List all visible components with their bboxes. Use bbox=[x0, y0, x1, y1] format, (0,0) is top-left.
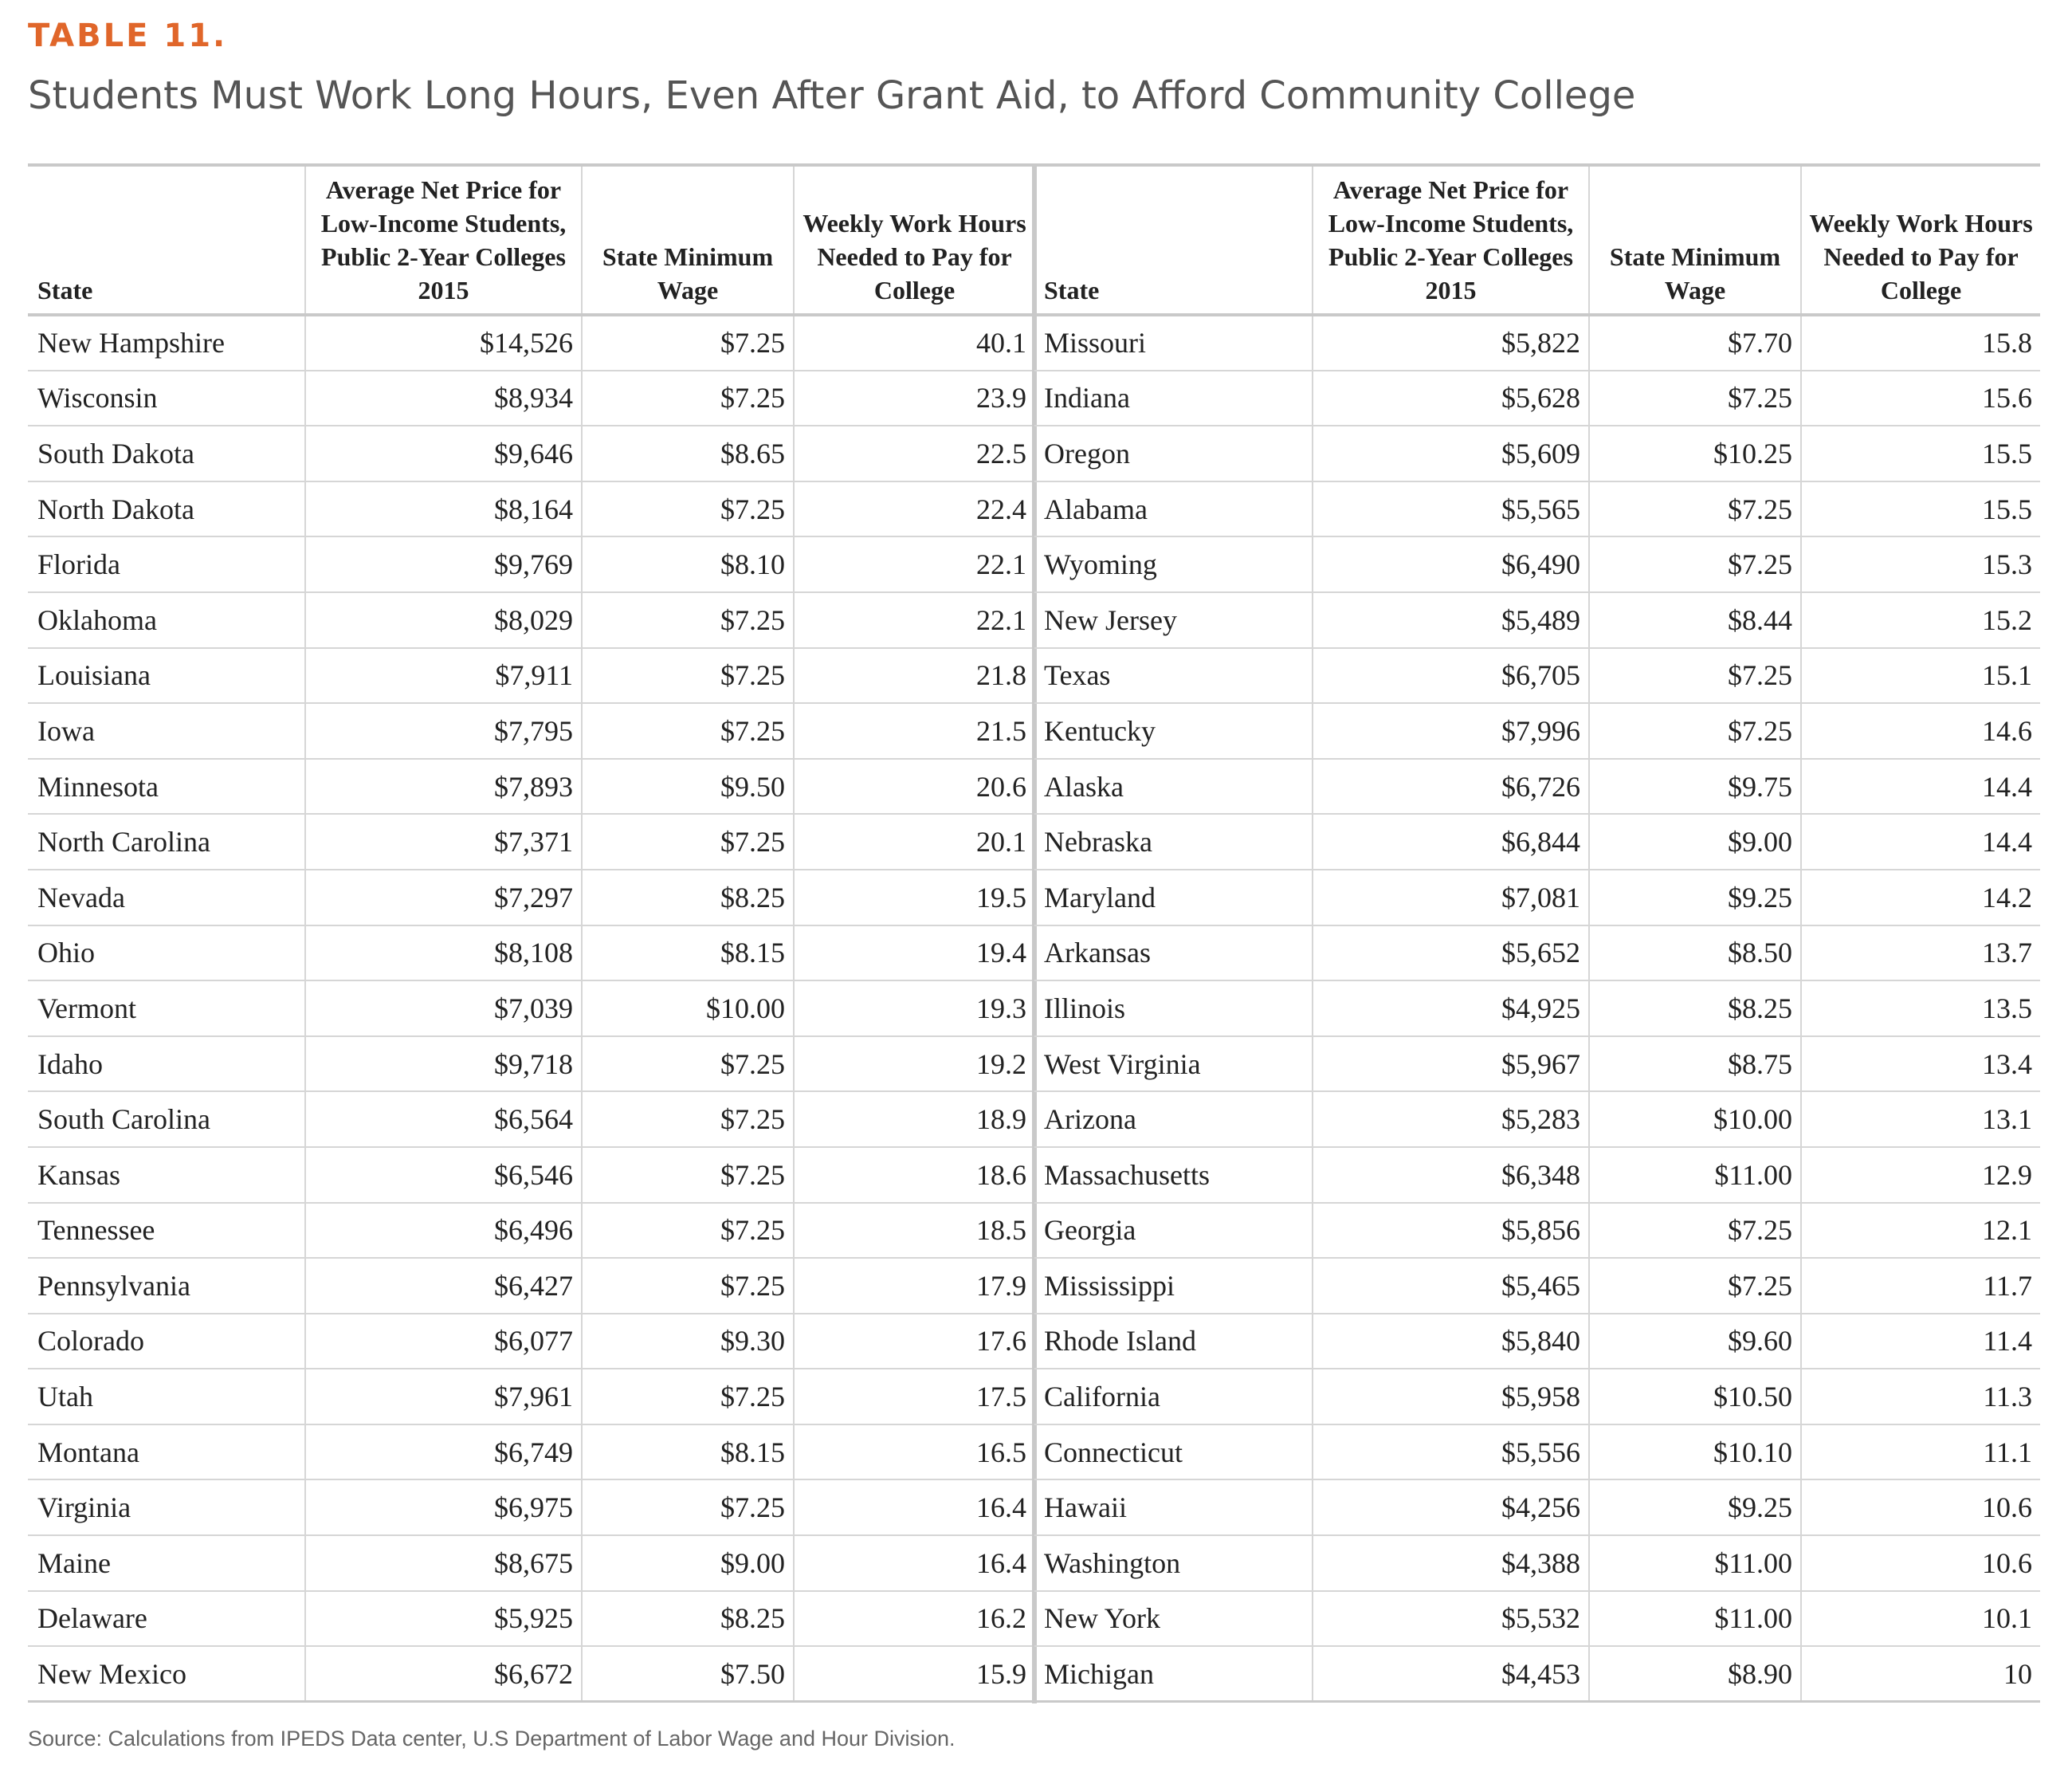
min-wage-cell: $9.60 bbox=[1589, 1314, 1801, 1369]
state-cell: Minnesota bbox=[28, 759, 305, 815]
table-row bbox=[1034, 1147, 2040, 1203]
net-price-cell: $7,961 bbox=[305, 1369, 582, 1424]
net-price-cell: $9,769 bbox=[305, 536, 582, 592]
net-price-cell: $6,749 bbox=[305, 1424, 582, 1480]
table-row bbox=[28, 1424, 1034, 1480]
hours-cell: 20.6 bbox=[794, 759, 1034, 815]
net-price-cell: $6,726 bbox=[1313, 759, 1589, 815]
net-price-cell: $8,029 bbox=[305, 592, 582, 648]
hours-cell: 15.3 bbox=[1801, 536, 2040, 592]
hours-cell: 22.4 bbox=[794, 481, 1034, 537]
header-row bbox=[28, 165, 1034, 315]
table-row bbox=[28, 759, 1034, 815]
hours-cell: 19.5 bbox=[794, 870, 1034, 925]
min-wage-cell: $7.25 bbox=[582, 1091, 794, 1147]
table-row bbox=[1034, 536, 2040, 592]
min-wage-cell: $8.25 bbox=[1589, 980, 1801, 1036]
min-wage-cell: $10.10 bbox=[1589, 1424, 1801, 1480]
net-price-cell: $5,532 bbox=[1313, 1591, 1589, 1647]
hours-cell: 20.1 bbox=[794, 814, 1034, 870]
net-price-cell: $7,039 bbox=[305, 980, 582, 1036]
hours-cell: 11.4 bbox=[1801, 1314, 2040, 1369]
hours-cell: 12.1 bbox=[1801, 1203, 2040, 1259]
table-row bbox=[1034, 925, 2040, 981]
min-wage-cell: $7.25 bbox=[582, 648, 794, 704]
min-wage-cell: $7.25 bbox=[582, 592, 794, 648]
hours-cell: 10.6 bbox=[1801, 1535, 2040, 1591]
min-wage-cell: $7.25 bbox=[1589, 1203, 1801, 1259]
table-row bbox=[1034, 1314, 2040, 1369]
table-row bbox=[28, 1479, 1034, 1535]
table-row bbox=[1034, 870, 2040, 925]
hours-cell: 14.2 bbox=[1801, 870, 2040, 925]
state-cell: Missouri bbox=[1034, 315, 1313, 371]
hours-cell: 10.1 bbox=[1801, 1591, 2040, 1647]
net-price-cell: $6,427 bbox=[305, 1258, 582, 1314]
header-row bbox=[1034, 165, 2040, 315]
hours-cell: 16.4 bbox=[794, 1479, 1034, 1535]
state-cell: Montana bbox=[28, 1424, 305, 1480]
column-header-state: State bbox=[1034, 165, 1313, 315]
min-wage-cell: $8.65 bbox=[582, 426, 794, 481]
state-cell: Kentucky bbox=[1034, 703, 1313, 759]
hours-cell: 13.1 bbox=[1801, 1091, 2040, 1147]
min-wage-cell: $11.00 bbox=[1589, 1147, 1801, 1203]
net-price-cell: $4,925 bbox=[1313, 980, 1589, 1036]
hours-cell: 15.8 bbox=[1801, 315, 2040, 371]
state-cell: South Carolina bbox=[28, 1091, 305, 1147]
table-number-label: TABLE 11. bbox=[28, 18, 228, 54]
state-cell: Connecticut bbox=[1034, 1424, 1313, 1480]
net-price-cell: $5,489 bbox=[1313, 592, 1589, 648]
min-wage-cell: $7.25 bbox=[582, 315, 794, 371]
hours-cell: 13.4 bbox=[1801, 1036, 2040, 1092]
net-price-cell: $8,164 bbox=[305, 481, 582, 537]
state-cell: Alabama bbox=[1034, 481, 1313, 537]
min-wage-cell: $10.00 bbox=[582, 980, 794, 1036]
hours-cell: 19.4 bbox=[794, 925, 1034, 981]
hours-cell: 21.5 bbox=[794, 703, 1034, 759]
column-header-state: State bbox=[28, 165, 305, 315]
table-row bbox=[1034, 814, 2040, 870]
min-wage-cell: $8.25 bbox=[582, 870, 794, 925]
table-row bbox=[1034, 1369, 2040, 1424]
table-row bbox=[28, 1147, 1034, 1203]
state-cell: Maine bbox=[28, 1535, 305, 1591]
table-row bbox=[28, 592, 1034, 648]
net-price-cell: $14,526 bbox=[305, 315, 582, 371]
min-wage-cell: $7.25 bbox=[582, 1369, 794, 1424]
table-row bbox=[1034, 1424, 2040, 1480]
table-row bbox=[28, 1036, 1034, 1092]
hours-cell: 15.5 bbox=[1801, 426, 2040, 481]
min-wage-cell: $7.25 bbox=[582, 1258, 794, 1314]
hours-cell: 13.7 bbox=[1801, 925, 2040, 981]
net-price-cell: $6,975 bbox=[305, 1479, 582, 1535]
min-wage-cell: $9.75 bbox=[1589, 759, 1801, 815]
min-wage-cell: $7.25 bbox=[1589, 371, 1801, 426]
column-header-min-wage: State Minimum Wage bbox=[1589, 165, 1801, 315]
state-cell: Virginia bbox=[28, 1479, 305, 1535]
min-wage-cell: $7.25 bbox=[582, 1147, 794, 1203]
table-row bbox=[1034, 315, 2040, 371]
min-wage-cell: $9.25 bbox=[1589, 870, 1801, 925]
net-price-cell: $6,844 bbox=[1313, 814, 1589, 870]
hours-cell: 11.1 bbox=[1801, 1424, 2040, 1480]
hours-cell: 16.4 bbox=[794, 1535, 1034, 1591]
min-wage-cell: $8.10 bbox=[582, 536, 794, 592]
state-cell: Ohio bbox=[28, 925, 305, 981]
hours-cell: 11.3 bbox=[1801, 1369, 2040, 1424]
net-price-cell: $6,490 bbox=[1313, 536, 1589, 592]
table-row bbox=[28, 648, 1034, 704]
min-wage-cell: $7.25 bbox=[582, 1203, 794, 1259]
min-wage-cell: $7.25 bbox=[582, 371, 794, 426]
column-header-net-price: Average Net Price for Low-Income Students, Public 2-Year Colleges 2015 bbox=[1313, 165, 1589, 315]
min-wage-cell: $8.50 bbox=[1589, 925, 1801, 981]
net-price-cell: $4,453 bbox=[1313, 1646, 1589, 1702]
column-header-min-wage: State Minimum Wage bbox=[582, 165, 794, 315]
state-cell: Idaho bbox=[28, 1036, 305, 1092]
hours-cell: 14.6 bbox=[1801, 703, 2040, 759]
table-row bbox=[28, 870, 1034, 925]
table-row bbox=[1034, 1036, 2040, 1092]
state-cell: Utah bbox=[28, 1369, 305, 1424]
state-cell: Texas bbox=[1034, 648, 1313, 704]
state-cell: Indiana bbox=[1034, 371, 1313, 426]
net-price-cell: $7,795 bbox=[305, 703, 582, 759]
hours-cell: 22.1 bbox=[794, 536, 1034, 592]
net-price-cell: $7,996 bbox=[1313, 703, 1589, 759]
column-header-hours: Weekly Work Hours Needed to Pay for College bbox=[1801, 165, 2040, 315]
table-row bbox=[28, 1203, 1034, 1259]
table-row bbox=[1034, 371, 2040, 426]
hours-cell: 17.5 bbox=[794, 1369, 1034, 1424]
hours-cell: 18.9 bbox=[794, 1091, 1034, 1147]
table-row bbox=[28, 1314, 1034, 1369]
state-cell: Mississippi bbox=[1034, 1258, 1313, 1314]
table-body-left bbox=[28, 315, 1034, 1702]
table-row bbox=[28, 814, 1034, 870]
min-wage-cell: $7.25 bbox=[1589, 703, 1801, 759]
table-row bbox=[28, 925, 1034, 981]
state-cell: South Dakota bbox=[28, 426, 305, 481]
min-wage-cell: $9.00 bbox=[582, 1535, 794, 1591]
state-cell: New Jersey bbox=[1034, 592, 1313, 648]
table-row bbox=[28, 1535, 1034, 1591]
net-price-cell: $7,297 bbox=[305, 870, 582, 925]
net-price-cell: $5,565 bbox=[1313, 481, 1589, 537]
hours-cell: 14.4 bbox=[1801, 814, 2040, 870]
table-row bbox=[28, 371, 1034, 426]
state-cell: Georgia bbox=[1034, 1203, 1313, 1259]
table-row bbox=[28, 1369, 1034, 1424]
min-wage-cell: $11.00 bbox=[1589, 1591, 1801, 1647]
net-price-cell: $5,556 bbox=[1313, 1424, 1589, 1480]
min-wage-cell: $7.70 bbox=[1589, 315, 1801, 371]
table-row bbox=[1034, 980, 2040, 1036]
net-price-cell: $9,646 bbox=[305, 426, 582, 481]
column-header-net-price: Average Net Price for Low-Income Students, Public 2-Year Colleges 2015 bbox=[305, 165, 582, 315]
net-price-cell: $5,958 bbox=[1313, 1369, 1589, 1424]
min-wage-cell: $10.00 bbox=[1589, 1091, 1801, 1147]
state-cell: Alaska bbox=[1034, 759, 1313, 815]
table-row bbox=[1034, 1535, 2040, 1591]
hours-cell: 19.2 bbox=[794, 1036, 1034, 1092]
min-wage-cell: $10.50 bbox=[1589, 1369, 1801, 1424]
state-cell: Vermont bbox=[28, 980, 305, 1036]
table-row bbox=[28, 536, 1034, 592]
state-cell: Colorado bbox=[28, 1314, 305, 1369]
table-row bbox=[1034, 1091, 2040, 1147]
min-wage-cell: $8.75 bbox=[1589, 1036, 1801, 1092]
min-wage-cell: $9.30 bbox=[582, 1314, 794, 1369]
data-table-left bbox=[28, 163, 1034, 1703]
hours-cell: 17.9 bbox=[794, 1258, 1034, 1314]
table-row bbox=[28, 1591, 1034, 1647]
hours-cell: 15.5 bbox=[1801, 481, 2040, 537]
table-row bbox=[28, 315, 1034, 371]
source-note: Source: Calculations from IPEDS Data center, U.S Department of Labor Wage and Hour Division. bbox=[28, 1727, 956, 1750]
net-price-cell: $5,465 bbox=[1313, 1258, 1589, 1314]
hours-cell: 11.7 bbox=[1801, 1258, 2040, 1314]
state-cell: Nevada bbox=[28, 870, 305, 925]
state-cell: Florida bbox=[28, 536, 305, 592]
hours-cell: 15.9 bbox=[794, 1646, 1034, 1702]
table-row bbox=[1034, 1591, 2040, 1647]
state-cell: Arizona bbox=[1034, 1091, 1313, 1147]
table-row bbox=[1034, 759, 2040, 815]
net-price-cell: $5,609 bbox=[1313, 426, 1589, 481]
table-row bbox=[1034, 1646, 2040, 1702]
state-cell: Delaware bbox=[28, 1591, 305, 1647]
min-wage-cell: $11.00 bbox=[1589, 1535, 1801, 1591]
table-row bbox=[1034, 703, 2040, 759]
state-cell: Maryland bbox=[1034, 870, 1313, 925]
table-row bbox=[1034, 1479, 2040, 1535]
table-row bbox=[1034, 648, 2040, 704]
min-wage-cell: $8.90 bbox=[1589, 1646, 1801, 1702]
net-price-cell: $7,911 bbox=[305, 648, 582, 704]
hours-cell: 15.6 bbox=[1801, 371, 2040, 426]
net-price-cell: $6,546 bbox=[305, 1147, 582, 1203]
hours-cell: 22.1 bbox=[794, 592, 1034, 648]
net-price-cell: $5,652 bbox=[1313, 925, 1589, 981]
min-wage-cell: $9.25 bbox=[1589, 1479, 1801, 1535]
hours-cell: 14.4 bbox=[1801, 759, 2040, 815]
net-price-cell: $6,496 bbox=[305, 1203, 582, 1259]
state-cell: Nebraska bbox=[1034, 814, 1313, 870]
table-row bbox=[28, 980, 1034, 1036]
min-wage-cell: $8.15 bbox=[582, 1424, 794, 1480]
state-cell: Kansas bbox=[28, 1147, 305, 1203]
hours-cell: 16.2 bbox=[794, 1591, 1034, 1647]
hours-cell: 19.3 bbox=[794, 980, 1034, 1036]
net-price-cell: $4,256 bbox=[1313, 1479, 1589, 1535]
net-price-cell: $5,840 bbox=[1313, 1314, 1589, 1369]
state-cell: Oklahoma bbox=[28, 592, 305, 648]
min-wage-cell: $7.25 bbox=[582, 814, 794, 870]
table-row bbox=[1034, 1258, 2040, 1314]
hours-cell: 21.8 bbox=[794, 648, 1034, 704]
table-row bbox=[1034, 592, 2040, 648]
hours-cell: 13.5 bbox=[1801, 980, 2040, 1036]
net-price-cell: $4,388 bbox=[1313, 1535, 1589, 1591]
net-price-cell: $5,628 bbox=[1313, 371, 1589, 426]
table-row bbox=[1034, 426, 2040, 481]
table-row bbox=[28, 481, 1034, 537]
net-price-cell: $7,081 bbox=[1313, 870, 1589, 925]
table-row bbox=[28, 426, 1034, 481]
table-row bbox=[28, 1646, 1034, 1702]
min-wage-cell: $7.25 bbox=[1589, 481, 1801, 537]
net-price-cell: $5,283 bbox=[1313, 1091, 1589, 1147]
hours-cell: 17.6 bbox=[794, 1314, 1034, 1369]
state-cell: Oregon bbox=[1034, 426, 1313, 481]
table-row bbox=[28, 703, 1034, 759]
table-row bbox=[1034, 481, 2040, 537]
state-cell: Rhode Island bbox=[1034, 1314, 1313, 1369]
min-wage-cell: $9.00 bbox=[1589, 814, 1801, 870]
min-wage-cell: $7.25 bbox=[582, 481, 794, 537]
hours-cell: 18.5 bbox=[794, 1203, 1034, 1259]
table-body-right bbox=[1034, 315, 2040, 1702]
state-cell: New Mexico bbox=[28, 1646, 305, 1702]
table-row bbox=[1034, 1203, 2040, 1259]
data-table-right bbox=[1034, 163, 2040, 1703]
state-cell: Washington bbox=[1034, 1535, 1313, 1591]
state-cell: New Hampshire bbox=[28, 315, 305, 371]
net-price-cell: $6,705 bbox=[1313, 648, 1589, 704]
table-row bbox=[28, 1258, 1034, 1314]
hours-cell: 40.1 bbox=[794, 315, 1034, 371]
net-price-cell: $7,371 bbox=[305, 814, 582, 870]
hours-cell: 10.6 bbox=[1801, 1479, 2040, 1535]
table-row bbox=[28, 1091, 1034, 1147]
net-price-cell: $5,967 bbox=[1313, 1036, 1589, 1092]
net-price-cell: $5,822 bbox=[1313, 315, 1589, 371]
net-price-cell: $9,718 bbox=[305, 1036, 582, 1092]
state-cell: Louisiana bbox=[28, 648, 305, 704]
min-wage-cell: $8.15 bbox=[582, 925, 794, 981]
net-price-cell: $6,564 bbox=[305, 1091, 582, 1147]
state-cell: Wisconsin bbox=[28, 371, 305, 426]
state-cell: Iowa bbox=[28, 703, 305, 759]
hours-cell: 22.5 bbox=[794, 426, 1034, 481]
state-cell: Wyoming bbox=[1034, 536, 1313, 592]
hours-cell: 10 bbox=[1801, 1646, 2040, 1702]
state-cell: Massachusetts bbox=[1034, 1147, 1313, 1203]
min-wage-cell: $9.50 bbox=[582, 759, 794, 815]
net-price-cell: $8,934 bbox=[305, 371, 582, 426]
min-wage-cell: $7.25 bbox=[582, 1036, 794, 1092]
state-cell: New York bbox=[1034, 1591, 1313, 1647]
state-cell: Tennessee bbox=[28, 1203, 305, 1259]
hours-cell: 18.6 bbox=[794, 1147, 1034, 1203]
min-wage-cell: $10.25 bbox=[1589, 426, 1801, 481]
state-cell: Arkansas bbox=[1034, 925, 1313, 981]
hours-cell: 23.9 bbox=[794, 371, 1034, 426]
hours-cell: 16.5 bbox=[794, 1424, 1034, 1480]
min-wage-cell: $7.50 bbox=[582, 1646, 794, 1702]
hours-cell: 12.9 bbox=[1801, 1147, 2040, 1203]
state-cell: Pennsylvania bbox=[28, 1258, 305, 1314]
min-wage-cell: $7.25 bbox=[1589, 648, 1801, 704]
state-cell: California bbox=[1034, 1369, 1313, 1424]
state-cell: West Virginia bbox=[1034, 1036, 1313, 1092]
table-title: Students Must Work Long Hours, Even After Grant Aid, to Afford Community College bbox=[28, 73, 1636, 118]
state-cell: Illinois bbox=[1034, 980, 1313, 1036]
net-price-cell: $7,893 bbox=[305, 759, 582, 815]
net-price-cell: $5,925 bbox=[305, 1591, 582, 1647]
state-cell: North Carolina bbox=[28, 814, 305, 870]
min-wage-cell: $8.25 bbox=[582, 1591, 794, 1647]
state-cell: Hawaii bbox=[1034, 1479, 1313, 1535]
net-price-cell: $8,108 bbox=[305, 925, 582, 981]
min-wage-cell: $7.25 bbox=[582, 703, 794, 759]
hours-cell: 15.2 bbox=[1801, 592, 2040, 648]
min-wage-cell: $7.25 bbox=[582, 1479, 794, 1535]
net-price-cell: $6,077 bbox=[305, 1314, 582, 1369]
net-price-cell: $6,672 bbox=[305, 1646, 582, 1702]
column-header-hours: Weekly Work Hours Needed to Pay for College bbox=[794, 165, 1034, 315]
net-price-cell: $8,675 bbox=[305, 1535, 582, 1591]
min-wage-cell: $7.25 bbox=[1589, 536, 1801, 592]
state-cell: North Dakota bbox=[28, 481, 305, 537]
min-wage-cell: $7.25 bbox=[1589, 1258, 1801, 1314]
net-price-cell: $5,856 bbox=[1313, 1203, 1589, 1259]
hours-cell: 15.1 bbox=[1801, 648, 2040, 704]
min-wage-cell: $8.44 bbox=[1589, 592, 1801, 648]
net-price-cell: $6,348 bbox=[1313, 1147, 1589, 1203]
state-cell: Michigan bbox=[1034, 1646, 1313, 1702]
